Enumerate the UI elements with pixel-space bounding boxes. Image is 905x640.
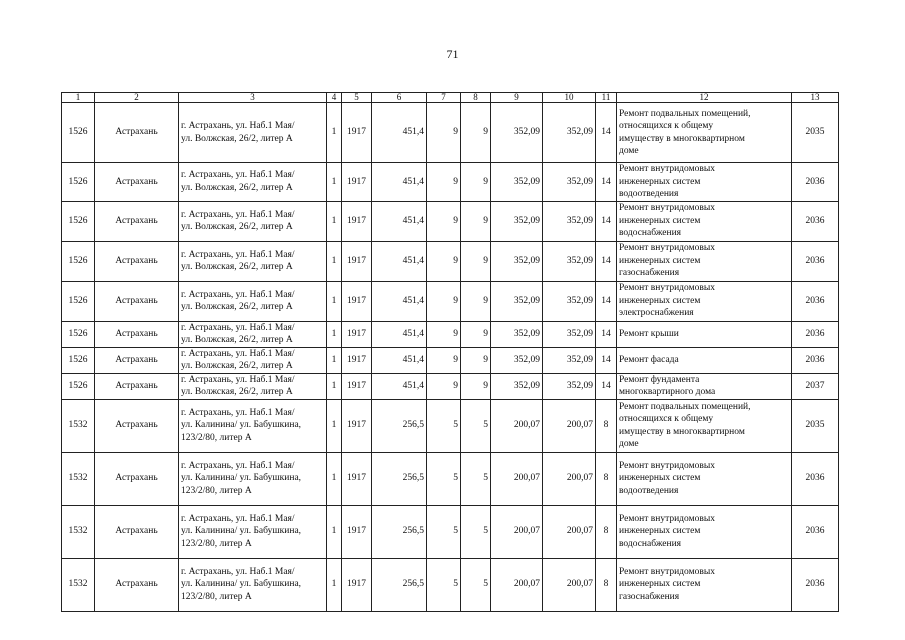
object-id-cell: 1532: [62, 399, 95, 452]
col4-cell: 1: [327, 505, 342, 558]
work-type-line: имуществу в многоквартирном: [619, 133, 745, 144]
column-number: 1: [62, 93, 95, 103]
col11-cell: 14: [596, 347, 617, 373]
column-number: 11: [596, 93, 617, 103]
work-type-cell: [617, 452, 792, 505]
column-number: 7: [427, 93, 461, 103]
col8-cell: 9: [461, 103, 491, 163]
city-cell: Астрахань: [95, 558, 179, 611]
work-type-line: Ремонт внутридомовых: [619, 513, 715, 524]
column-number: 2: [95, 93, 179, 103]
year-built-cell: 1917: [342, 103, 372, 163]
area-cell: 256,5: [372, 558, 427, 611]
work-type-line: водоотведения: [619, 485, 679, 496]
col11-cell: 8: [596, 399, 617, 452]
work-type-line: Ремонт фундамента: [619, 374, 700, 385]
address-line: 123/2/80, литер А: [181, 432, 252, 443]
address-line: ул. Волжская, 26/2, литер А: [181, 222, 293, 232]
work-type-cell: [617, 558, 792, 611]
table-row: [62, 505, 839, 558]
col11-cell: 14: [596, 163, 617, 202]
address-line: г. Астрахань, ул. Наб.1 Мая/: [181, 348, 295, 359]
col8-cell: 9: [461, 373, 491, 399]
table-row: [62, 103, 839, 163]
col8-cell: 9: [461, 201, 491, 241]
address-line: 123/2/80, литер А: [181, 538, 252, 549]
year-built-cell: 1917: [342, 321, 372, 347]
object-id-cell: 1526: [62, 103, 95, 163]
column-number: 10: [543, 93, 596, 103]
col11-cell: 14: [596, 281, 617, 321]
col8-cell: 9: [461, 321, 491, 347]
area-cell: 451,4: [372, 373, 427, 399]
area-cell: 256,5: [372, 505, 427, 558]
work-type-cell: [617, 281, 792, 321]
address-line: ул. Волжская, 26/2, литер А: [181, 335, 293, 345]
col8-cell: 9: [461, 163, 491, 202]
col10-cell: 352,09: [543, 347, 596, 373]
col10-cell: 352,09: [543, 321, 596, 347]
address-cell: [179, 347, 327, 373]
col9-cell: 352,09: [491, 373, 543, 399]
col4-cell: 1: [327, 558, 342, 611]
address-line: ул. Калинина/ ул. Бабушкина,: [181, 526, 302, 537]
col7-cell: 9: [427, 373, 461, 399]
work-type-cell: [617, 163, 792, 202]
col8-cell: 5: [461, 452, 491, 505]
work-type-line: Ремонт внутридомовых: [619, 566, 715, 577]
col7-cell: 9: [427, 347, 461, 373]
work-type-line: газоснабжения: [619, 268, 680, 279]
address-line: ул. Волжская, 26/2, литер А: [181, 387, 293, 397]
planned-year-cell: 2036: [792, 321, 839, 347]
address-line: г. Астрахань, ул. Наб.1 Мая/: [181, 566, 295, 577]
table-row: [62, 373, 839, 399]
col11-cell: 14: [596, 241, 617, 281]
address-line: 123/2/80, литер А: [181, 485, 252, 496]
col8-cell: 5: [461, 558, 491, 611]
city-cell: Астрахань: [95, 347, 179, 373]
object-id-cell: 1526: [62, 373, 95, 399]
col10-cell: 200,07: [543, 558, 596, 611]
address-line: ул. Волжская, 26/2, литер А: [181, 302, 293, 312]
city-cell: Астрахань: [95, 103, 179, 163]
work-type-cell: [617, 505, 792, 558]
col8-cell: 9: [461, 347, 491, 373]
planned-year-cell: 2036: [792, 452, 839, 505]
col9-cell: 352,09: [491, 321, 543, 347]
address-line: г. Астрахань, ул. Наб.1 Мая/: [181, 121, 295, 131]
work-type-line: Ремонт подвальных помещений,: [619, 108, 751, 119]
col10-cell: 200,07: [543, 399, 596, 452]
area-cell: 451,4: [372, 321, 427, 347]
planned-year-cell: 2036: [792, 163, 839, 202]
col11-cell: 14: [596, 103, 617, 163]
col7-cell: 5: [427, 558, 461, 611]
address-cell: [179, 103, 327, 163]
address-line: г. Астрахань, ул. Наб.1 Мая/: [181, 289, 295, 300]
address-cell: [179, 241, 327, 281]
address-line: ул. Волжская, 26/2, литер А: [181, 182, 293, 193]
object-id-cell: 1526: [62, 347, 95, 373]
table-row: [62, 399, 839, 452]
address-cell: [179, 373, 327, 399]
address-line: ул. Калинина/ ул. Бабушкина,: [181, 473, 302, 484]
work-type-line: многоквартирного дома: [619, 387, 716, 397]
work-type-line: относящихся к общему: [619, 121, 714, 131]
column-number: 8: [461, 93, 491, 103]
object-id-cell: 1532: [62, 505, 95, 558]
column-number: 5: [342, 93, 372, 103]
area-cell: 451,4: [372, 241, 427, 281]
column-number: 12: [617, 93, 792, 103]
work-type-line: водоснабжения: [619, 538, 682, 549]
column-number: 4: [327, 93, 342, 103]
object-id-cell: 1532: [62, 558, 95, 611]
area-cell: 451,4: [372, 201, 427, 241]
city-cell: Астрахань: [95, 505, 179, 558]
col9-cell: 352,09: [491, 103, 543, 163]
col7-cell: 9: [427, 163, 461, 202]
work-type-line: инженерных систем: [619, 473, 701, 484]
planned-year-cell: 2035: [792, 399, 839, 452]
work-type-cell: [617, 241, 792, 281]
work-type-line: инженерных систем: [619, 526, 701, 537]
col4-cell: 1: [327, 399, 342, 452]
area-cell: 451,4: [372, 347, 427, 373]
work-type-line: Ремонт внутридомовых: [619, 164, 715, 174]
work-type-cell: [617, 347, 792, 373]
area-cell: 451,4: [372, 163, 427, 202]
col4-cell: 1: [327, 281, 342, 321]
planned-year-cell: 2036: [792, 347, 839, 373]
col9-cell: 200,07: [491, 558, 543, 611]
object-id-cell: 1526: [62, 321, 95, 347]
table-row: [62, 347, 839, 373]
address-line: г. Астрахань, ул. Наб.1 Мая/: [181, 374, 295, 385]
object-id-cell: 1526: [62, 281, 95, 321]
work-type-line: относящихся к общему: [619, 414, 714, 424]
col10-cell: 200,07: [543, 505, 596, 558]
city-cell: Астрахань: [95, 281, 179, 321]
col8-cell: 9: [461, 241, 491, 281]
year-built-cell: 1917: [342, 241, 372, 281]
address-line: г. Астрахань, ул. Наб.1 Мая/: [181, 209, 295, 220]
year-built-cell: 1917: [342, 347, 372, 373]
work-type-line: Ремонт внутридомовых: [619, 283, 715, 294]
address-line: г. Астрахань, ул. Наб.1 Мая/: [181, 322, 295, 333]
col11-cell: 8: [596, 505, 617, 558]
col4-cell: 1: [327, 241, 342, 281]
work-type-line: доме: [619, 439, 639, 449]
col11-cell: 8: [596, 558, 617, 611]
col4-cell: 1: [327, 452, 342, 505]
work-type-cell: [617, 201, 792, 241]
col8-cell: 5: [461, 399, 491, 452]
column-number: 9: [491, 93, 543, 103]
table-row: [62, 241, 839, 281]
planned-year-cell: 2036: [792, 241, 839, 281]
col7-cell: 5: [427, 452, 461, 505]
work-type-line: Ремонт крыши: [619, 328, 679, 339]
work-type-line: имуществу в многоквартирном: [619, 426, 745, 437]
area-cell: 451,4: [372, 281, 427, 321]
col7-cell: 9: [427, 241, 461, 281]
column-number: 3: [179, 93, 327, 103]
work-type-line: инженерных систем: [619, 295, 701, 306]
address-line: г. Астрахань, ул. Наб.1 Мая/: [181, 407, 295, 418]
address-line: ул. Калинина/ ул. Бабушкина,: [181, 420, 302, 431]
work-type-line: доме: [619, 146, 639, 156]
year-built-cell: 1917: [342, 452, 372, 505]
page-number: 71: [446, 47, 459, 61]
col11-cell: 14: [596, 321, 617, 347]
object-id-cell: 1526: [62, 201, 95, 241]
planned-year-cell: 2037: [792, 373, 839, 399]
work-type-cell: [617, 103, 792, 163]
work-type-line: электроснабжения: [619, 308, 694, 319]
col7-cell: 5: [427, 399, 461, 452]
col4-cell: 1: [327, 103, 342, 163]
col10-cell: 200,07: [543, 452, 596, 505]
year-built-cell: 1917: [342, 399, 372, 452]
table-row: [62, 321, 839, 347]
object-id-cell: 1526: [62, 241, 95, 281]
work-type-line: инженерных систем: [619, 215, 701, 226]
city-cell: Астрахань: [95, 399, 179, 452]
year-built-cell: 1917: [342, 163, 372, 202]
planned-year-cell: 2036: [792, 505, 839, 558]
city-cell: Астрахань: [95, 163, 179, 202]
work-type-line: Ремонт внутридомовых: [619, 460, 715, 471]
area-cell: 256,5: [372, 452, 427, 505]
col4-cell: 1: [327, 321, 342, 347]
city-cell: Астрахань: [95, 201, 179, 241]
work-type-line: газоснабжения: [619, 591, 680, 602]
col9-cell: 352,09: [491, 163, 543, 202]
address-line: ул. Волжская, 26/2, литер А: [181, 361, 293, 371]
work-type-line: Ремонт фасада: [619, 354, 679, 365]
address-cell: [179, 163, 327, 202]
col7-cell: 9: [427, 103, 461, 163]
object-id-cell: 1532: [62, 452, 95, 505]
col4-cell: 1: [327, 201, 342, 241]
col10-cell: 352,09: [543, 163, 596, 202]
col7-cell: 9: [427, 321, 461, 347]
col10-cell: 352,09: [543, 281, 596, 321]
work-type-line: инженерных систем: [619, 176, 701, 187]
col9-cell: 352,09: [491, 347, 543, 373]
planned-year-cell: 2036: [792, 201, 839, 241]
col9-cell: 200,07: [491, 452, 543, 505]
col9-cell: 200,07: [491, 505, 543, 558]
table-row: [62, 201, 839, 241]
address-cell: [179, 399, 327, 452]
address-line: г. Астрахань, ул. Наб.1 Мая/: [181, 170, 295, 181]
repair-schedule-table: [61, 92, 839, 612]
address-cell: [179, 452, 327, 505]
col7-cell: 9: [427, 201, 461, 241]
col9-cell: 352,09: [491, 241, 543, 281]
col8-cell: 9: [461, 281, 491, 321]
column-number-row: [62, 93, 839, 103]
work-type-cell: [617, 373, 792, 399]
address-line: ул. Волжская, 26/2, литер А: [181, 133, 293, 144]
col10-cell: 352,09: [543, 373, 596, 399]
col10-cell: 352,09: [543, 241, 596, 281]
col9-cell: 200,07: [491, 399, 543, 452]
year-built-cell: 1917: [342, 373, 372, 399]
city-cell: Астрахань: [95, 373, 179, 399]
col7-cell: 9: [427, 281, 461, 321]
col11-cell: 8: [596, 452, 617, 505]
work-type-line: инженерных систем: [619, 579, 701, 590]
address-line: ул. Калинина/ ул. Бабушкина,: [181, 579, 302, 590]
table-row: [62, 558, 839, 611]
city-cell: Астрахань: [95, 241, 179, 281]
year-built-cell: 1917: [342, 201, 372, 241]
address-line: 123/2/80, литер А: [181, 591, 252, 602]
table-row: [62, 163, 839, 202]
planned-year-cell: 2035: [792, 103, 839, 163]
col4-cell: 1: [327, 373, 342, 399]
work-type-line: Ремонт внутридомовых: [619, 243, 715, 254]
city-cell: Астрахань: [95, 321, 179, 347]
col9-cell: 352,09: [491, 201, 543, 241]
address-line: г. Астрахань, ул. Наб.1 Мая/: [181, 249, 295, 260]
year-built-cell: 1917: [342, 558, 372, 611]
planned-year-cell: 2036: [792, 558, 839, 611]
year-built-cell: 1917: [342, 281, 372, 321]
col10-cell: 352,09: [543, 201, 596, 241]
address-cell: [179, 201, 327, 241]
address-cell: [179, 321, 327, 347]
work-type-line: Ремонт подвальных помещений,: [619, 401, 751, 412]
col4-cell: 1: [327, 163, 342, 202]
address-line: г. Астрахань, ул. Наб.1 Мая/: [181, 460, 295, 471]
work-type-line: водоснабжения: [619, 228, 682, 239]
address-cell: [179, 281, 327, 321]
col11-cell: 14: [596, 201, 617, 241]
area-cell: 451,4: [372, 103, 427, 163]
work-type-line: Ремонт внутридомовых: [619, 203, 715, 214]
column-number: 6: [372, 93, 427, 103]
work-type-cell: [617, 321, 792, 347]
col11-cell: 14: [596, 373, 617, 399]
col7-cell: 5: [427, 505, 461, 558]
area-cell: 256,5: [372, 399, 427, 452]
year-built-cell: 1917: [342, 505, 372, 558]
address-line: г. Астрахань, ул. Наб.1 Мая/: [181, 513, 295, 524]
address-cell: [179, 558, 327, 611]
column-number: 13: [792, 93, 839, 103]
work-type-line: инженерных систем: [619, 255, 701, 266]
city-cell: Астрахань: [95, 452, 179, 505]
work-type-cell: [617, 399, 792, 452]
address-line: ул. Волжская, 26/2, литер А: [181, 262, 293, 272]
col8-cell: 5: [461, 505, 491, 558]
table-row: [62, 281, 839, 321]
object-id-cell: 1526: [62, 163, 95, 202]
work-type-line: водоотведения: [619, 189, 679, 199]
col4-cell: 1: [327, 347, 342, 373]
address-cell: [179, 505, 327, 558]
planned-year-cell: 2036: [792, 281, 839, 321]
table-row: [62, 452, 839, 505]
col9-cell: 352,09: [491, 281, 543, 321]
col10-cell: 352,09: [543, 103, 596, 163]
